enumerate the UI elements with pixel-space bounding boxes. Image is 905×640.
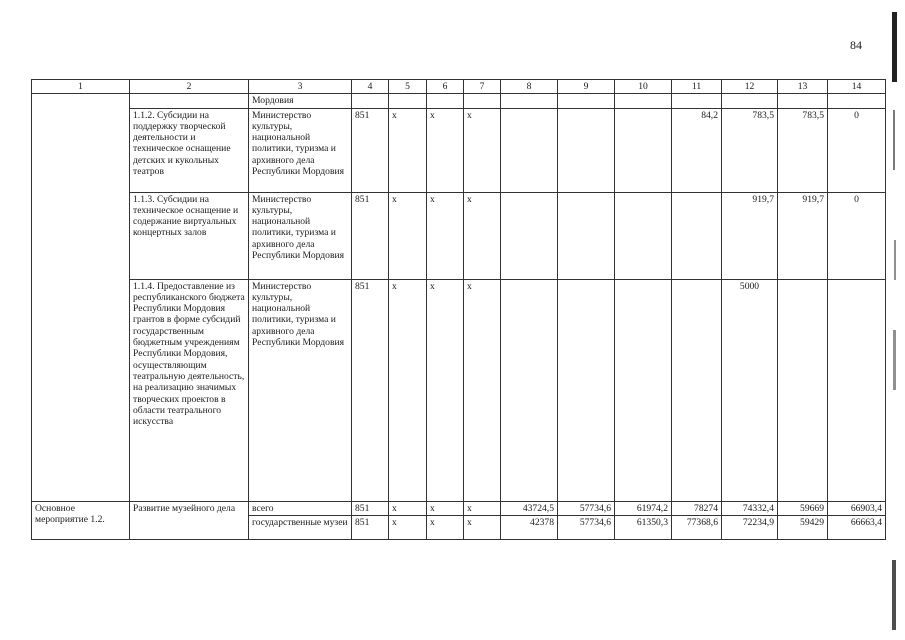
header-row [32,80,886,94]
header-cell: 9 [558,80,615,94]
cell-c4: 851 [352,515,389,539]
header-cell: 3 [249,80,352,94]
cell-c8: 43724,5 [501,501,558,515]
cell-c2: 1.1.3. Субсидии на техническое оснащение и содержание виртуальных концертных залов [130,192,249,279]
cell-c10 [615,108,672,192]
cell-c14: 0 [828,108,886,192]
cell-c11: 84,2 [672,108,722,192]
cell-c14: 66903,4 [828,501,886,515]
cell-main-activity: Основное мероприятие 1.2. [32,501,130,539]
cell-c6: x [427,515,464,539]
cell-c12: 5000 [722,279,778,501]
page-number: 84 [850,38,862,52]
header-cell: 13 [778,80,828,94]
header-cell: 1 [32,80,130,94]
cell-c5: x [389,515,427,539]
table-row [32,501,886,515]
cell-c2 [130,94,249,108]
table-row [32,94,886,108]
header-cell: 10 [615,80,672,94]
cell-c7: x [464,108,501,192]
cell-c6: x [427,279,464,501]
scan-edge-mark [892,12,897,82]
cell-c7: x [464,192,501,279]
cell-c3: Министерство культуры, национальной политики, туризма и архивного дела Республики Мордовия [249,192,352,279]
cell-c5: x [389,192,427,279]
table-row [32,279,886,501]
cell-c10 [615,279,672,501]
header-cell: 4 [352,80,389,94]
cell-c3: государственные музеи [249,515,352,539]
cell-c8: 42378 [501,515,558,539]
header-cell: 2 [130,80,249,94]
header-cell: 8 [501,80,558,94]
cell-merged-c1 [32,94,130,501]
cell-c14: 0 [828,192,886,279]
cell-c11 [672,94,722,108]
cell-c4: 851 [352,279,389,501]
cell-c14 [828,94,886,108]
cell-c7: x [464,279,501,501]
cell-c13: 783,5 [778,108,828,192]
header-cell: 6 [427,80,464,94]
cell-c6 [427,94,464,108]
cell-c10 [615,192,672,279]
cell-c4: 851 [352,192,389,279]
cell-main-activity-name: Развитие музейного дела [130,501,249,539]
cell-c2: 1.1.2. Субсидии на поддержку творческой деятельности и техническое оснащение детских и кукольных театров [130,108,249,192]
cell-c5: x [389,501,427,515]
scan-edge-mark [893,330,896,390]
cell-c2: 1.1.4. Предоставление из республиканского бюджета Республики Мордовия грантов в форме субсидий государственным бюджетным учреждениям Республики Мордовия, осуществляющим театральную деятельность, на реализацию значимых творческих проектов в области театрального искусства [130,279,249,501]
cell-c10 [615,94,672,108]
cell-c9 [558,108,615,192]
cell-c13 [778,94,828,108]
cell-c13: 59669 [778,501,828,515]
scan-edge-mark [893,110,895,170]
cell-c8 [501,192,558,279]
cell-c10: 61350,3 [615,515,672,539]
cell-c11: 77368,6 [672,515,722,539]
header-cell: 5 [389,80,427,94]
scan-edge-mark [892,560,896,630]
cell-c9: 57734,6 [558,515,615,539]
cell-c8 [501,108,558,192]
budget-table [31,79,886,540]
header-cell: 11 [672,80,722,94]
cell-c4: 851 [352,501,389,515]
cell-c10: 61974,2 [615,501,672,515]
cell-c9 [558,279,615,501]
header-cell: 12 [722,80,778,94]
cell-c13 [778,279,828,501]
header-cell: 14 [828,80,886,94]
cell-c12: 74332,4 [722,501,778,515]
cell-c14: 66663,4 [828,515,886,539]
cell-c14 [828,279,886,501]
cell-c12 [722,94,778,108]
cell-c3: Министерство культуры, национальной политики, туризма и архивного дела Республики Мордовия [249,108,352,192]
cell-c5 [389,94,427,108]
cell-c3: всего [249,501,352,515]
cell-c6: x [427,501,464,515]
cell-c4: 851 [352,108,389,192]
cell-c12: 72234,9 [722,515,778,539]
cell-c11 [672,192,722,279]
table-row [32,108,886,192]
cell-c9: 57734,6 [558,501,615,515]
cell-c8 [501,279,558,501]
cell-c5: x [389,279,427,501]
cell-c6: x [427,108,464,192]
cell-c3: Министерство культуры, национальной политики, туризма и архивного дела Республики Мордовия [249,279,352,501]
cell-c9 [558,94,615,108]
cell-c4 [352,94,389,108]
header-cell: 7 [464,80,501,94]
cell-c13: 919,7 [778,192,828,279]
cell-c8 [501,94,558,108]
cell-c7: x [464,515,501,539]
cell-c12: 919,7 [722,192,778,279]
cell-c7: x [464,501,501,515]
scan-edge-mark [894,240,896,280]
cell-c11: 78274 [672,501,722,515]
cell-c6: x [427,192,464,279]
cell-c7 [464,94,501,108]
cell-c13: 59429 [778,515,828,539]
cell-c3: Мордовия [249,94,352,108]
cell-c11 [672,279,722,501]
cell-c5: x [389,108,427,192]
cell-c12: 783,5 [722,108,778,192]
cell-c9 [558,192,615,279]
table-row [32,192,886,279]
